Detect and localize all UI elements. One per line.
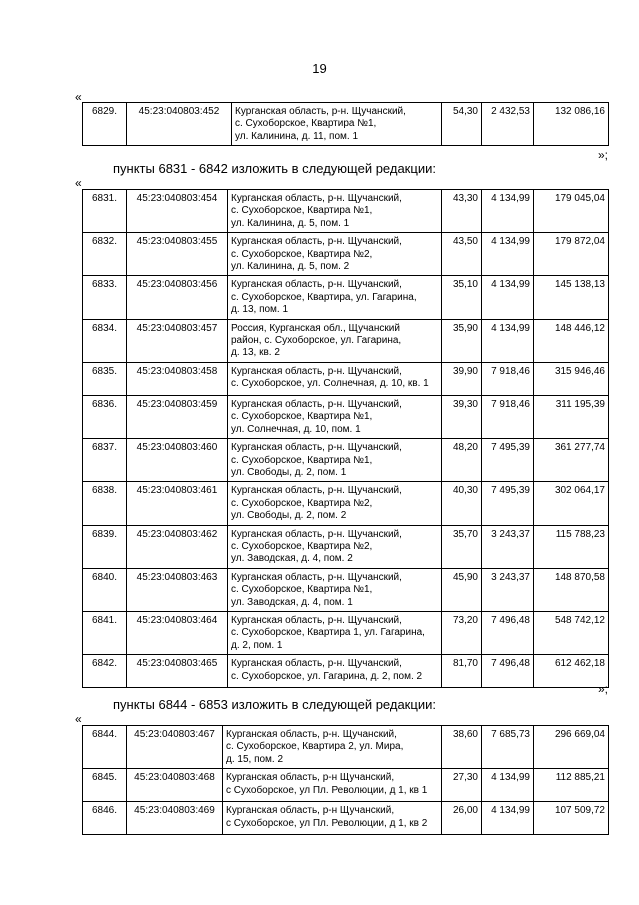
area-cell: 26,00 [442,802,482,835]
cost-cell: 296 669,04 [534,726,609,769]
row-number: 6837. [83,439,127,482]
cadastral-number: 45:23:040803:454 [127,190,228,233]
cost-cell: 548 742,12 [534,611,609,654]
row-number: 6832. [83,233,127,276]
table-row [83,362,609,395]
cost-cell: 302 064,17 [534,482,609,525]
row-number: 6829. [83,103,127,146]
address-cell: Россия, Курганская обл., Щучанский район, с. Сухоборское, ул. Гагарина, д. 13, кв. 2 [228,319,442,362]
cost-cell: 148 870,58 [534,568,609,611]
address-cell: Курганская область, р-н. Щучанский, с. Сухоборское, Квартира №2, ул. Заводская, д. 4, пом. 2 [228,525,442,568]
address-cell: Курганская область, р-н Щучанский, с Сухоборское, ул Пл. Революции, д 1, кв 2 [223,802,442,835]
table-row [83,439,609,482]
cadastral-number: 45:23:040803:456 [127,276,228,319]
row-number: 6835. [83,362,127,395]
area-cell: 35,10 [442,276,482,319]
address-cell: Курганская область, р-н. Щучанский, с. Сухоборское, Квартира №1, ул. Солнечная, д. 10, пом. 1 [228,395,442,438]
table-row [83,103,609,146]
area-cell: 45,90 [442,568,482,611]
table-row [83,568,609,611]
address-cell: Курганская область, р-н. Щучанский, с. Сухоборское, Квартира №1, ул. Свободы, д. 2, пом. 1 [228,439,442,482]
table-row [83,190,609,233]
cadastral-number: 45:23:040803:464 [127,611,228,654]
cadastral-number: 45:23:040803:458 [127,362,228,395]
cost-cell: 112 885,21 [534,769,609,802]
table-row [83,482,609,525]
price-cell: 7 495,39 [482,439,534,482]
row-number: 6840. [83,568,127,611]
cadastral-number: 45:23:040803:459 [127,395,228,438]
price-cell: 7 496,48 [482,611,534,654]
close-quote: »; [598,682,609,696]
cadastral-number: 45:23:040803:461 [127,482,228,525]
area-cell: 39,90 [442,362,482,395]
table-row [83,233,609,276]
open-quote: « [75,176,82,190]
area-cell: 40,30 [442,482,482,525]
table-row [83,655,609,688]
table-block-3 [82,725,609,835]
row-number: 6845. [83,769,127,802]
row-number: 6836. [83,395,127,438]
cadastral-number: 45:23:040803:462 [127,525,228,568]
area-cell: 38,60 [442,726,482,769]
price-cell: 3 243,37 [482,568,534,611]
area-cell: 43,50 [442,233,482,276]
cost-cell: 148 446,12 [534,319,609,362]
row-number: 6831. [83,190,127,233]
address-cell: Курганская область, р-н. Щучанский, с. Сухоборское, Квартира 2, ул. Мира, д. 15, пом. 2 [223,726,442,769]
cadastral-number: 45:23:040803:457 [127,319,228,362]
row-number: 6846. [83,802,127,835]
open-quote: « [75,90,82,104]
cadastral-number: 45:23:040803:465 [127,655,228,688]
cadastral-number: 45:23:040803:452 [127,103,232,146]
table-row [83,319,609,362]
price-cell: 7 495,39 [482,482,534,525]
row-number: 6841. [83,611,127,654]
address-cell: Курганская область, р-н Щучанский, с Сухоборское, ул Пл. Революции, д 1, кв 1 [223,769,442,802]
cadastral-number: 45:23:040803:463 [127,568,228,611]
area-cell: 81,70 [442,655,482,688]
area-cell: 73,20 [442,611,482,654]
cost-cell: 115 788,23 [534,525,609,568]
cost-cell: 361 277,74 [534,439,609,482]
area-cell: 39,30 [442,395,482,438]
address-cell: Курганская область, р-н. Щучанский, с. Сухоборское, Квартира 1, ул. Гагарина, д. 2, пом. 1 [228,611,442,654]
page-number: 19 [312,61,327,76]
table-row [83,525,609,568]
price-cell: 4 134,99 [482,802,534,835]
price-cell: 7 918,46 [482,395,534,438]
price-cell: 7 496,48 [482,655,534,688]
table-row [83,276,609,319]
cadastral-number: 45:23:040803:468 [127,769,223,802]
address-cell: Курганская область, р-н. Щучанский, с. Сухоборское, ул. Гагарина, д. 2, пом. 2 [228,655,442,688]
address-cell: Курганская область, р-н. Щучанский, с. Сухоборское, ул. Солнечная, д. 10, кв. 1 [228,362,442,395]
cost-cell: 179 045,04 [534,190,609,233]
table-row [83,802,609,835]
price-cell: 3 243,37 [482,525,534,568]
price-cell: 4 134,99 [482,769,534,802]
address-cell: Курганская область, р-н. Щучанский, с. Сухоборское, Квартира №1, ул. Заводская, д. 4, пом. 1 [228,568,442,611]
cost-cell: 132 086,16 [534,103,609,146]
table-block-2 [82,189,609,688]
table-row [83,611,609,654]
cost-cell: 315 946,46 [534,362,609,395]
price-cell: 4 134,99 [482,190,534,233]
cadastral-number: 45:23:040803:455 [127,233,228,276]
table-row [83,769,609,802]
amendment-heading-2: пункты 6844 - 6853 изложить в следующей редакции: [113,697,436,712]
cost-cell: 179 872,04 [534,233,609,276]
open-quote: « [75,712,82,726]
table-block-1 [82,102,609,146]
area-cell: 48,20 [442,439,482,482]
cost-cell: 107 509,72 [534,802,609,835]
row-number: 6833. [83,276,127,319]
row-number: 6834. [83,319,127,362]
cost-cell: 145 138,13 [534,276,609,319]
address-cell: Курганская область, р-н. Щучанский, с. Сухоборское, Квартира, ул. Гагарина, д. 13, пом. 1 [228,276,442,319]
address-cell: Курганская область, р-н. Щучанский, с. Сухоборское, Квартира №2, ул. Калинина, д. 5, пом. 2 [228,233,442,276]
price-cell: 4 134,99 [482,319,534,362]
row-number: 6838. [83,482,127,525]
cost-cell: 311 195,39 [534,395,609,438]
price-cell: 7 685,73 [482,726,534,769]
row-number: 6844. [83,726,127,769]
area-cell: 54,30 [442,103,482,146]
area-cell: 43,30 [442,190,482,233]
row-number: 6839. [83,525,127,568]
area-cell: 35,70 [442,525,482,568]
close-quote: »; [598,148,609,162]
price-cell: 7 918,46 [482,362,534,395]
area-cell: 27,30 [442,769,482,802]
area-cell: 35,90 [442,319,482,362]
cadastral-number: 45:23:040803:467 [127,726,223,769]
cost-cell: 612 462,18 [534,655,609,688]
table-row [83,726,609,769]
table-row [83,395,609,438]
cadastral-number: 45:23:040803:469 [127,802,223,835]
price-cell: 4 134,99 [482,276,534,319]
amendment-heading-1: пункты 6831 - 6842 изложить в следующей редакции: [113,161,436,176]
address-cell: Курганская область, р-н. Щучанский, с. Сухоборское, Квартира №1, ул. Калинина, д. 11, пом. 1 [232,103,442,146]
price-cell: 2 432,53 [482,103,534,146]
row-number: 6842. [83,655,127,688]
address-cell: Курганская область, р-н. Щучанский, с. Сухоборское, Квартира №1, ул. Калинина, д. 5, пом. 1 [228,190,442,233]
address-cell: Курганская область, р-н. Щучанский, с. Сухоборское, Квартира №2, ул. Свободы, д. 2, пом. 2 [228,482,442,525]
price-cell: 4 134,99 [482,233,534,276]
cadastral-number: 45:23:040803:460 [127,439,228,482]
